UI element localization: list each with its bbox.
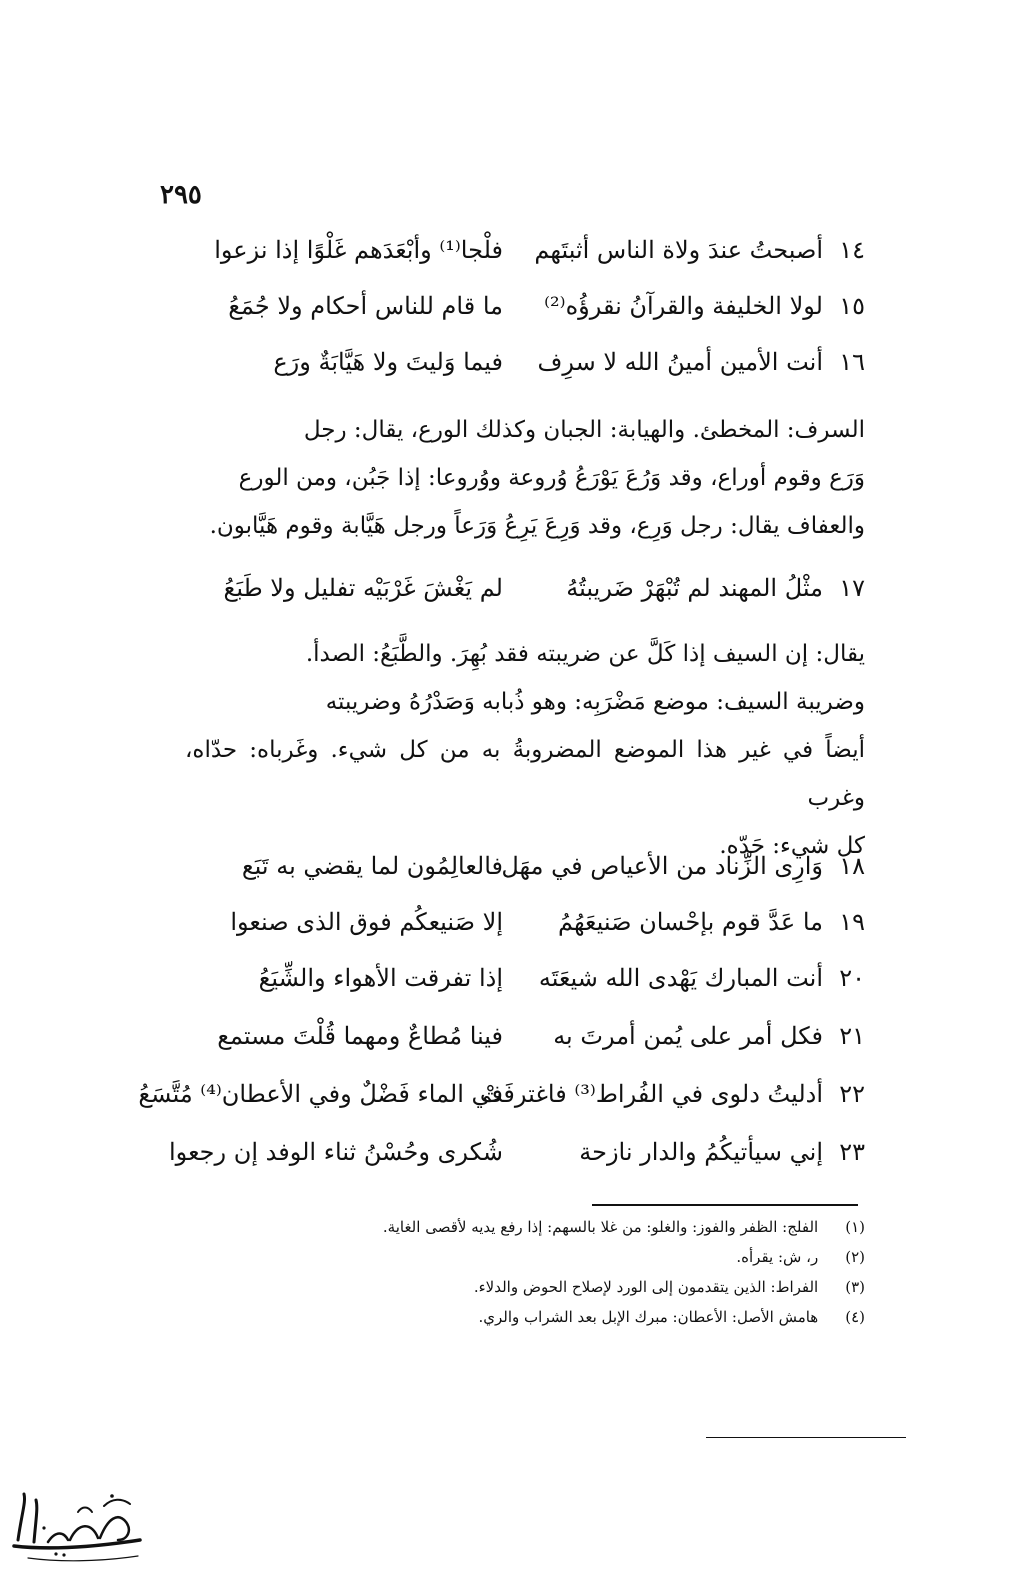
footnote-divider bbox=[592, 1204, 858, 1206]
footnote-number: (٣) bbox=[845, 1278, 865, 1296]
commentary-line: وضريبة السيف: موضع مَضْرَبِه: وهو ذُبابه وَصَدْرُهُ وضريبته bbox=[325, 689, 865, 715]
footnote-number: (١) bbox=[845, 1218, 865, 1236]
verse-first-hemistich: فكل أمر على يُمن أمرتَ به bbox=[553, 1022, 823, 1050]
verse-second-hemistich: فلْجا⁽¹⁾ وأبْعَدَهم غَلْوًا إذا نزعوا bbox=[214, 236, 503, 264]
commentary-block bbox=[185, 406, 865, 550]
verse-second-hemistich: إذا تفرقت الأهواء والشِّيَعُ bbox=[258, 964, 503, 992]
page-number: ٢٩٥ bbox=[160, 180, 202, 210]
footnote-text: ر، ش: يقرأه. bbox=[736, 1248, 819, 1266]
verse-first-hemistich: وَارِى الزِّناد من الأعياص في مهَل bbox=[501, 852, 823, 880]
verse-second-hemistich: لم يَغْشَ غَرْبَيْه تفليل ولا طَبَعُ bbox=[223, 574, 503, 602]
calligraphy-stamp-logo bbox=[8, 1482, 148, 1568]
verse-first-hemistich: أدليتُ دلوى في الفُراط⁽³⁾ فاغترفَتْ bbox=[479, 1080, 823, 1108]
footnote-text: الفراط: الذين يتقدمون إلى الورد لإصلاح الحوض والدلاء. bbox=[473, 1278, 819, 1296]
footnote-number: (٤) bbox=[845, 1308, 865, 1326]
commentary-line: أيضاً في غير هذا الموضع المضروبةُ به من كل شيء. وغَرباه: حدّاه، وغرب bbox=[185, 737, 865, 811]
bottom-rule bbox=[706, 1437, 906, 1438]
footnote-text: هامش الأصل: الأعطان: مبرك الإبل بعد الشراب والري. bbox=[478, 1308, 819, 1326]
verse-second-hemistich: في الماء فَضْلٌ وفي الأعطان⁽⁴⁾ مُتَّسَعُ bbox=[138, 1080, 503, 1108]
verse-line bbox=[185, 292, 865, 320]
verse-second-hemistich: فينا مُطاعٌ ومهما قُلْتَ مستمع bbox=[217, 1022, 503, 1050]
footnote-text: الفلج: الظفر والفوز: والغلو: من غلا بالسهم: إذا رفع يديه لأقصى الغاية. bbox=[382, 1218, 819, 1236]
footnote bbox=[265, 1212, 865, 1242]
verse-first-hemistich: أنت المبارك يَهْدى الله شيعَتَه bbox=[538, 964, 823, 992]
verse-number: ٢٠ bbox=[839, 964, 865, 992]
verse-number: ١٧ bbox=[839, 574, 865, 602]
verse-line bbox=[185, 964, 865, 992]
commentary-line: والعفاف يقال: رجل وَرِع، وقد وَرِعَ يَرِعُ وَرَعاً ورجل هَيَّابة وقوم هَيَّابون. bbox=[209, 513, 865, 539]
verse-second-hemistich: فالعالِمُون لما يقضي به تَبَع bbox=[241, 852, 503, 880]
verse-line bbox=[138, 1080, 865, 1108]
verse-second-hemistich: شُكرى وحُسْنُ ثناء الوفد إن رجعوا bbox=[169, 1138, 503, 1166]
verse-number: ١٥ bbox=[839, 292, 865, 320]
verse-line bbox=[185, 908, 865, 936]
verse-line bbox=[185, 852, 865, 880]
verse-first-hemistich: ما عَدَّ قوم بإحْسان صَنيعَهُمُ bbox=[558, 908, 823, 936]
verse-number: ٢١ bbox=[839, 1022, 865, 1050]
verse-first-hemistich: أنت الأمين أمينُ الله لا سرِف bbox=[537, 348, 823, 376]
verse-second-hemistich: فيما وَليتَ ولا هَيَّابَةٌ ورَع bbox=[273, 348, 503, 376]
commentary-line: وَرَع وقوم أوراع، وقد وَرُعَ يَوْرَعُ وُروعة ووُروعا: إذا جَبُن، ومن الورع bbox=[238, 465, 865, 491]
verse-first-hemistich: مثْلُ المهند لم تُبْهَرْ ضَريبتُهُ bbox=[566, 574, 823, 602]
verse-first-hemistich: أصبحتُ عندَ ولاة الناس أثبتَهم bbox=[534, 236, 823, 264]
commentary-line: يقال: إن السيف إذا كَلَّ عن ضريبته فقد بُهِرَ. والطَّبَعُ: الصدأ. bbox=[305, 641, 865, 667]
verse-line bbox=[185, 574, 865, 602]
verse-number: ١٨ bbox=[839, 852, 865, 880]
footnote-number: (٢) bbox=[845, 1248, 865, 1266]
verse-number: ١٩ bbox=[839, 908, 865, 936]
verse-first-hemistich: لولا الخليفة والقرآنُ نقرؤُه⁽²⁾ bbox=[544, 292, 823, 320]
verse-line bbox=[185, 1022, 865, 1050]
verse-number: ٢٣ bbox=[839, 1138, 865, 1166]
verse-number: ٢٢ bbox=[839, 1080, 865, 1108]
verse-line bbox=[185, 236, 865, 264]
footnotes bbox=[265, 1212, 865, 1332]
verse-line bbox=[169, 1138, 865, 1166]
commentary-line: كل شيء: حَدّه. bbox=[719, 833, 865, 859]
verse-second-hemistich: ما قام للناس أحكام ولا جُمَعُ bbox=[228, 292, 503, 320]
footnote bbox=[265, 1302, 865, 1332]
commentary-line: السرف: المخطئ. والهيابة: الجبان وكذلك الورع، يقال: رجل bbox=[303, 417, 865, 443]
verse-line bbox=[185, 348, 865, 376]
verse-first-hemistich: إني سيأتيكُمُ والدار نازحة bbox=[579, 1138, 823, 1166]
verse-number: ١٦ bbox=[839, 348, 865, 376]
verse-second-hemistich: إلا صَنيعكُم فوق الذى صنعوا bbox=[230, 908, 503, 936]
footnote bbox=[265, 1242, 865, 1272]
commentary-block bbox=[185, 630, 865, 870]
verse-number: ١٤ bbox=[839, 236, 865, 264]
footnote bbox=[265, 1272, 865, 1302]
